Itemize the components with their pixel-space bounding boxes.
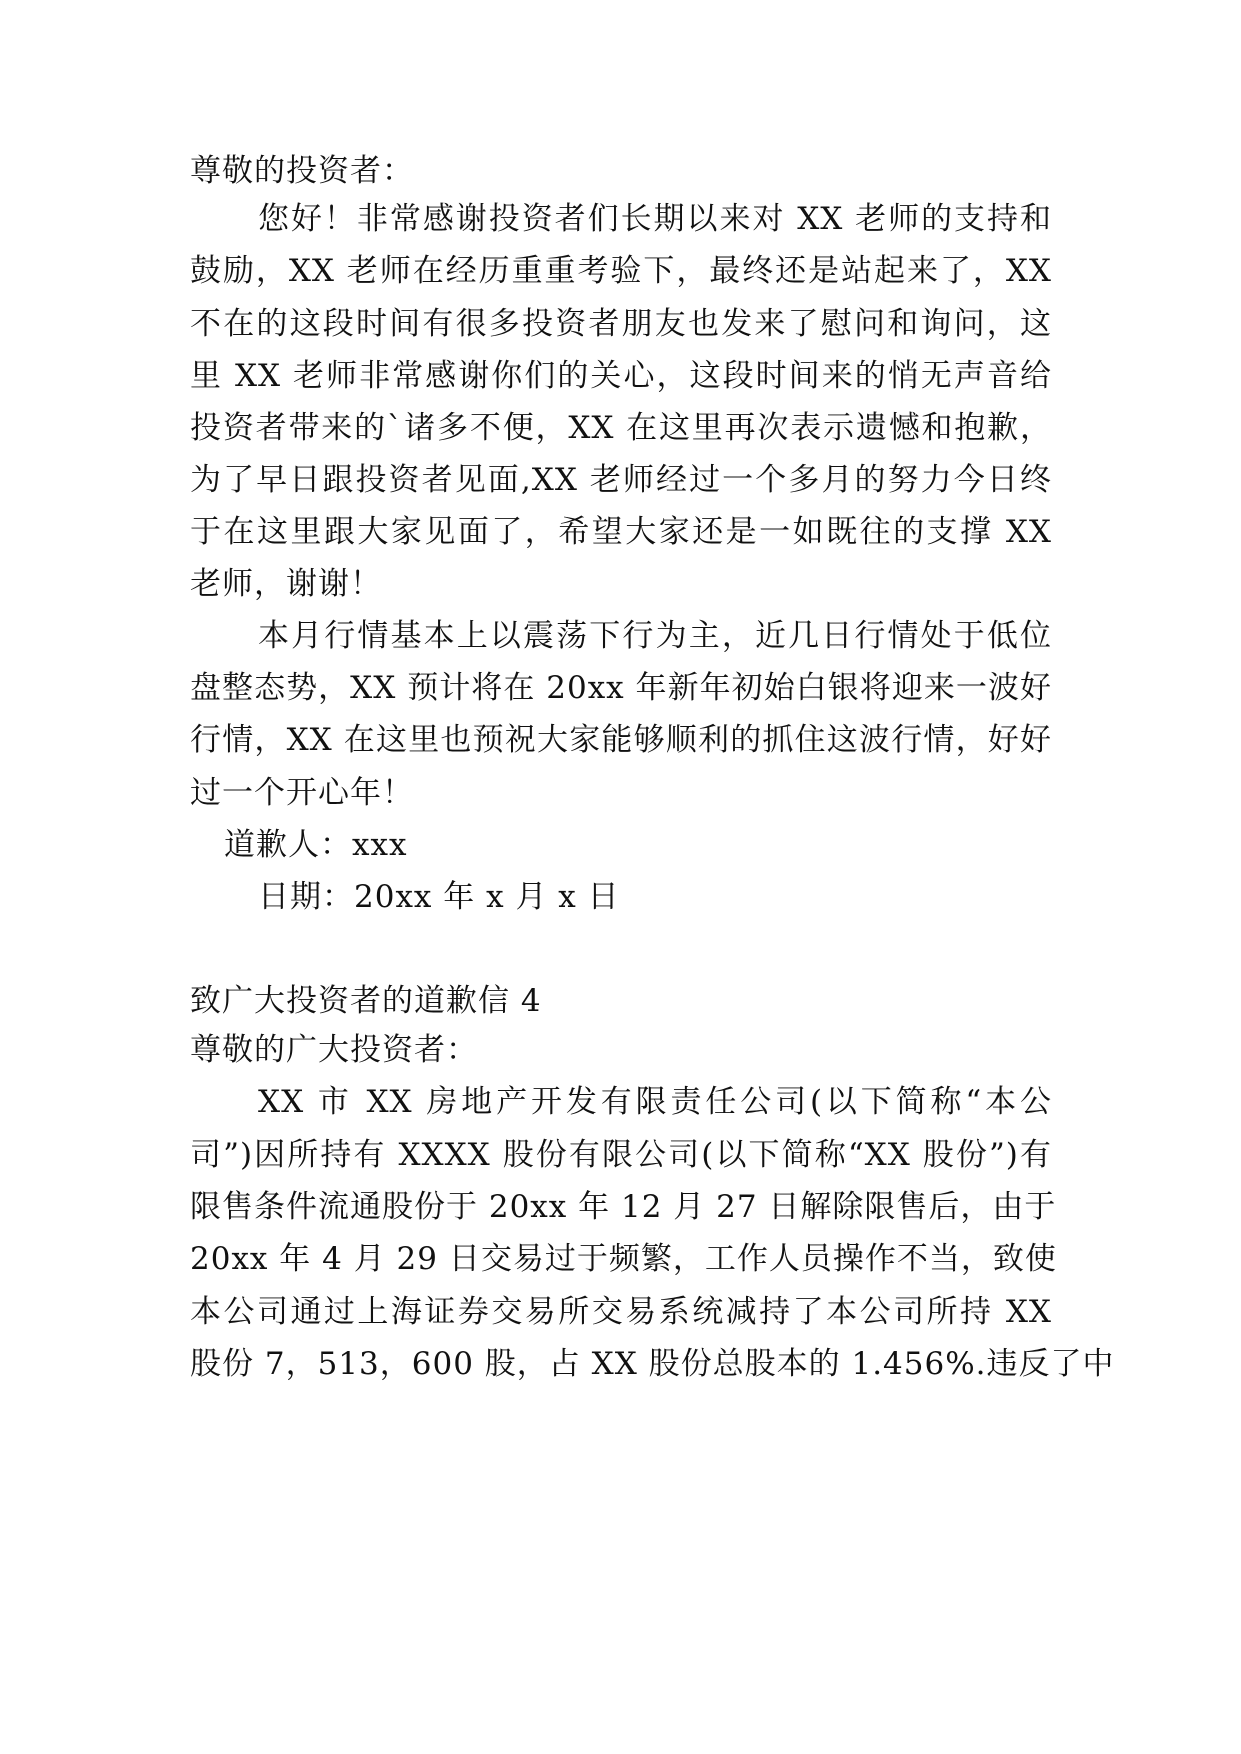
- paragraph-line: 行情，XX 在这里也预祝大家能够顺利的抓住这波行情，好好: [190, 722, 1052, 758]
- paragraph-line: 鼓励，XX 老师在经历重重考验下，最终还是站起来了，XX: [190, 253, 1052, 289]
- signer: 道歉人：xxx: [224, 827, 408, 863]
- paragraph-line: 本月行情基本上以震荡下行为主，近几日行情处于低位: [258, 618, 1052, 654]
- paragraph-line: 里 XX 老师非常感谢你们的关心，这段时间来的悄无声音给: [190, 358, 1052, 394]
- paragraph-line: 本公司通过上海证券交易所交易系统减持了本公司所持 XX: [190, 1294, 1052, 1330]
- paragraph-line: 您好！非常感谢投资者们长期以来对 XX 老师的支持和: [258, 201, 1052, 237]
- paragraph-line: 为了早日跟投资者见面,XX 老师经过一个多月的努力今日终: [190, 462, 1052, 498]
- salutation: 尊敬的投资者：: [190, 153, 414, 189]
- salutation: 尊敬的广大投资者：: [190, 1032, 478, 1068]
- paragraph-line: XX 市 XX 房地产开发有限责任公司(以下简称“本公: [258, 1084, 1052, 1120]
- paragraph-line: 不在的这段时间有很多投资者朋友也发来了慰问和询问，这: [190, 306, 1052, 342]
- letter-title: 致广大投资者的道歉信 4: [190, 983, 542, 1019]
- paragraph-line: 投资者带来的`诸多不便，XX 在这里再次表示遗憾和抱歉，: [190, 410, 1052, 446]
- date: 日期：20xx 年 x 月 x 日: [258, 879, 620, 915]
- paragraph-line: 股份 7，513，600 股，占 XX 股份总股本的 1.456%.违反了中: [190, 1346, 1115, 1382]
- paragraph-line: 于在这里跟大家见面了，希望大家还是一如既往的支撑 XX: [190, 514, 1052, 550]
- paragraph-line: 盘整态势，XX 预计将在 20xx 年新年初始白银将迎来一波好: [190, 670, 1052, 706]
- paragraph-line: 20xx 年 4 月 29 日交易过于频繁，工作人员操作不当，致使: [190, 1241, 1057, 1277]
- paragraph-line: 过一个开心年！: [190, 775, 414, 811]
- paragraph-line: 司”)因所持有 XXXX 股份有限公司(以下简称“XX 股份”)有: [190, 1137, 1052, 1173]
- paragraph-line: 老师，谢谢！: [190, 566, 382, 602]
- paragraph-line: 限售条件流通股份于 20xx 年 12 月 27 日解除限售后，由于: [190, 1189, 1057, 1225]
